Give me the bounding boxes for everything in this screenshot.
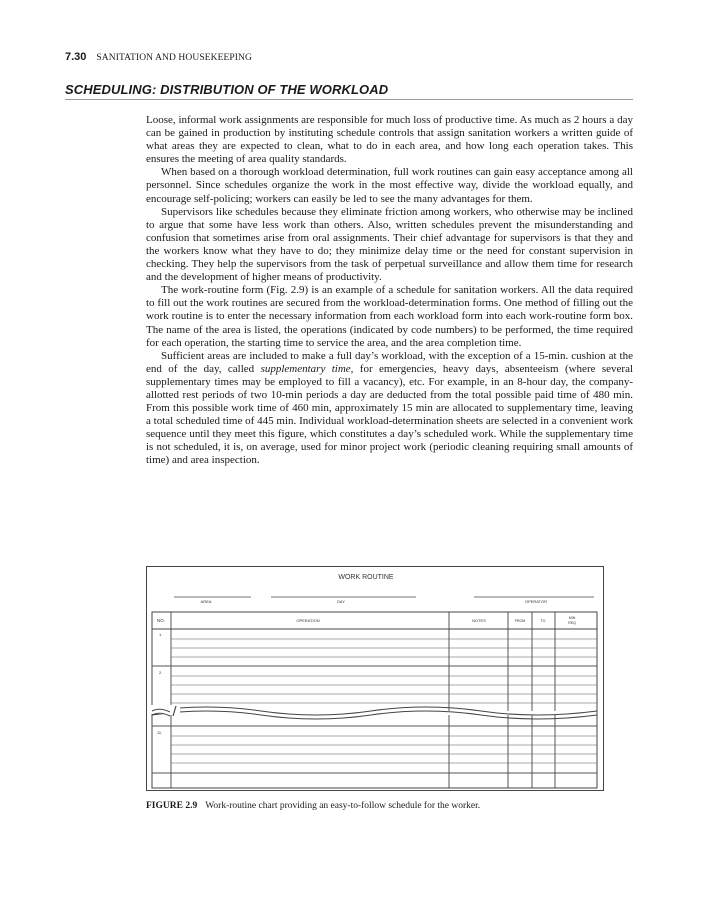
paragraph-5: Sufficient areas are included to make a full day’s workload, with the exception of a 15-min. cushion at the end of the day, called supplementary time, for emergencies, heavy days, absenteeism (where several supplementary times may be employed to fill a vacancy), etc. For example, in an 8-hour day, the company-allotted rest periods of two 10-min periods a day are deducted from the total possible paid time of 480 min. From this possible work time of 460 min, approximately 15 min are allocated to supplementary time, leaving a total scheduled time of 445 min. Individual workload-determination sheets are selected in a convenient work sequence until they meet this figure, which constitutes a day’s scheduled work. While the supplementary time is not scheduled, it is, on average, used for minor project work (periodic cleaning requiring small amounts of time) and area inspection.: [146, 349, 634, 467]
paragraph-3: Supervisors like schedules because they eliminate friction among workers, who otherwise may be inclined to argue that some have less work than others. Also, written schedules prevent the misunderstanding and confusion that sometimes arise from oral assignments. Their chief advantage for supervisors is that they and the workers know what they have to do; they minimize delay time or the need for constant supervision in checking. They help the supervisors from the task of perpetual surveillance and allow them time for research and the development of higher means of productivity.: [146, 205, 633, 284]
col-to: TO: [540, 619, 546, 623]
col-operation: OPERATION: [296, 618, 320, 623]
chapter-title: SANITATION AND HOUSEKEEPING: [96, 53, 252, 63]
caption-text: Work-routine chart providing an easy-to-follow schedule for the worker.: [205, 801, 481, 811]
paragraph-1: Loose, informal work assignments are responsible for much loss of productive time. As much as 2 hours a day can be gained in production by instituting schedule controls that assign sanitation workers a written guide of what areas they are expected to clean, what to do in each area, and how long each operation takes. This ensures the meeting of area quality standards.: [146, 114, 633, 166]
area-label: AREA: [200, 599, 212, 604]
routine-table: [152, 612, 597, 788]
col-no: NO.: [157, 618, 166, 623]
section-rule: [65, 99, 633, 100]
supplementary-time-term: supplementary time,: [260, 362, 354, 375]
col-req: REQ: [568, 621, 576, 625]
work-routine-figure: [146, 566, 604, 791]
running-header: [65, 51, 252, 63]
page-number: 7.30: [65, 51, 87, 63]
paragraph-2: When based on a thorough workload determination, full work routines can gain easy acceptance among all personnel. Since schedules organize the work in the most effective way, divide the workload equally, and encourage self-policing; workers can easily be led to see the many advantages for them.: [146, 166, 633, 205]
col-from: FROM: [514, 619, 526, 623]
row-number-11: 11.: [157, 730, 163, 735]
body-text: [146, 114, 633, 468]
col-notes: NOTES: [472, 618, 486, 623]
form-title: WORK ROUTINE: [338, 574, 394, 581]
section-title: SCHEDULING: DISTRIBUTION OF THE WORKLOAD: [65, 82, 389, 97]
work-routine-form: [146, 566, 604, 791]
col-min: MIN: [568, 616, 576, 620]
day-label: DAY: [337, 599, 345, 604]
paragraph-4: The work-routine form (Fig. 2.9) is an example of a schedule for sanitation workers. All the data required to fill out the work routines are secured from the workload-determination forms. One method of filling out the work routine is to enter the necessary information from each workload form into each work-routine form box. The name of the area is listed, the operations (indicated by code numbers) to be performed, the time required for each operation, the starting time to service the area, and the area completion time.: [146, 284, 633, 349]
figure-caption: [146, 801, 480, 811]
row-number-1: 1.: [159, 632, 163, 637]
row-number-2: 2.: [159, 670, 163, 675]
caption-label: FIGURE 2.9: [146, 801, 198, 811]
operator-label: OPERATOR: [524, 599, 548, 604]
